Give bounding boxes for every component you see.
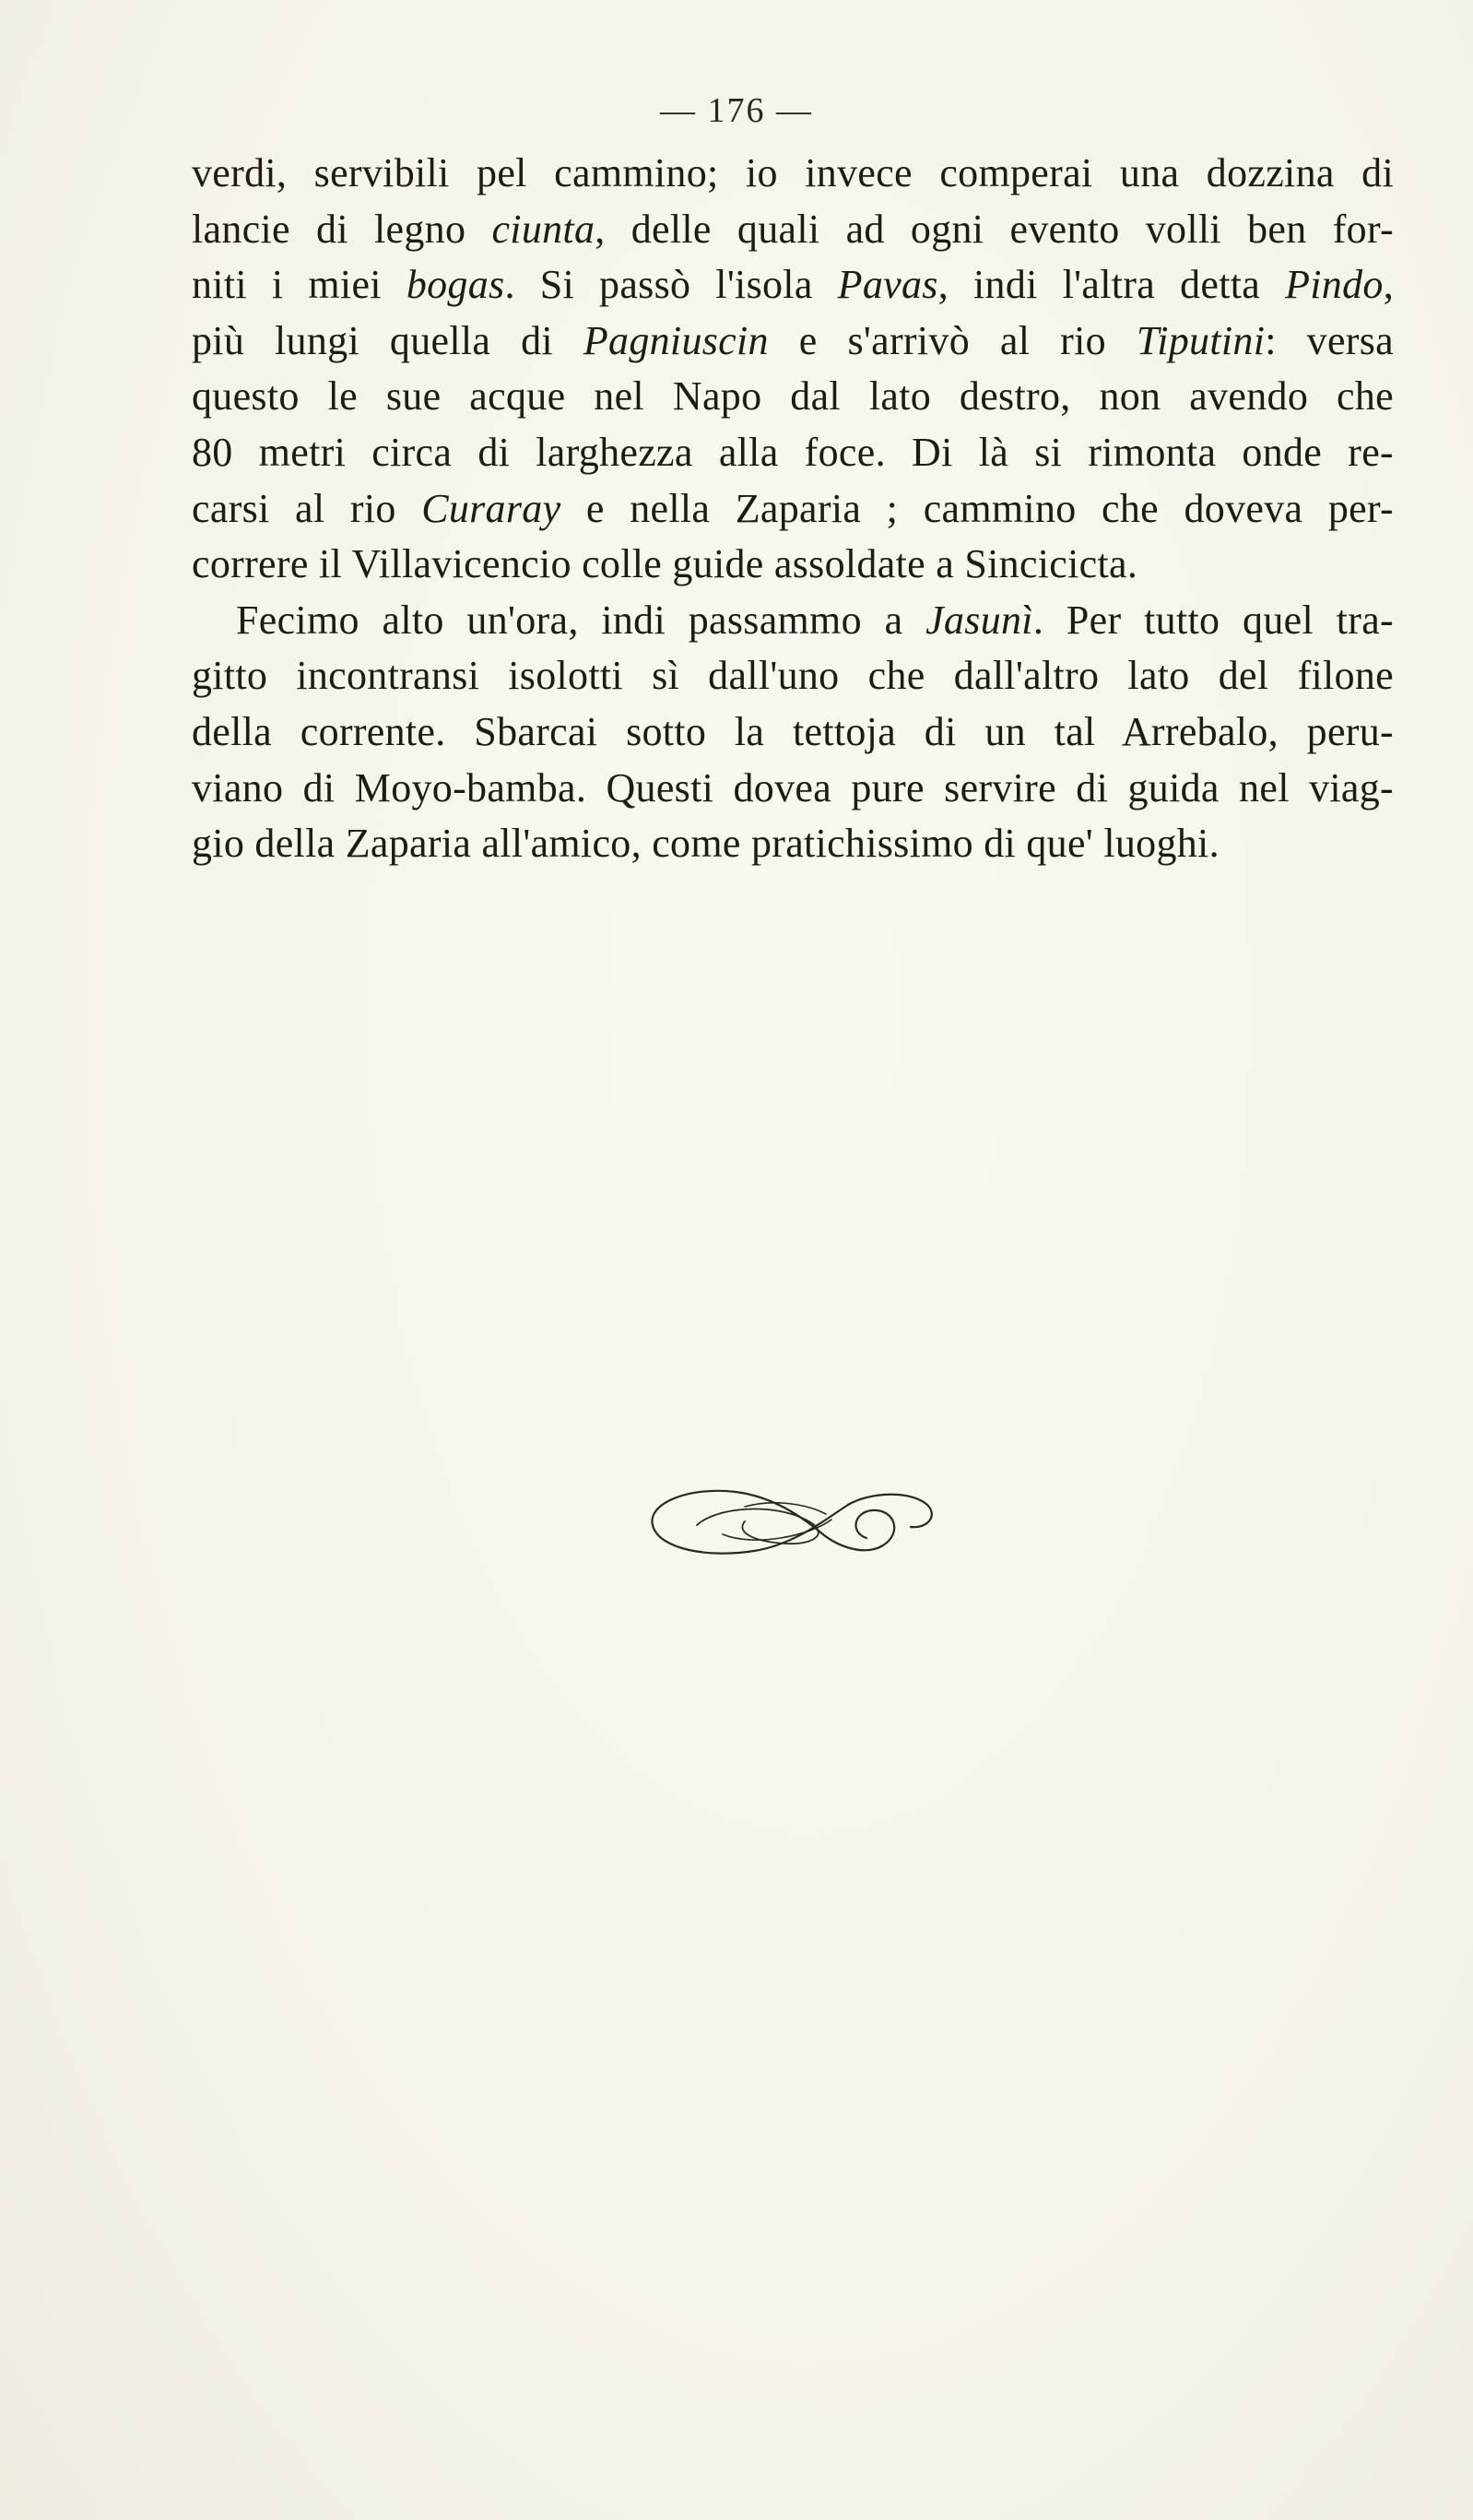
text-line xyxy=(192,481,1394,538)
text-segment: carsi al rio xyxy=(192,485,422,531)
text-segment: gio della Zaparia all'amico, come pratichissimo di que' luoghi. xyxy=(192,821,1220,867)
page-number: — 176 — xyxy=(660,91,813,130)
text-line xyxy=(192,202,1394,258)
text-line xyxy=(192,314,1394,370)
text-line xyxy=(192,257,1394,314)
text-segment: . Per tutto quel tra- xyxy=(1032,597,1394,643)
italic-term: Pindo xyxy=(1285,262,1384,308)
text-segment: lancie di legno xyxy=(192,206,492,252)
italic-term: Pagniuscin xyxy=(583,317,769,363)
text-segment: Fecimo alto un'ora, indi passammo a xyxy=(236,597,926,643)
text-segment: , xyxy=(1383,262,1394,308)
text-line xyxy=(192,816,1394,872)
text-segment: , delle quali ad ogni evento volli ben for- xyxy=(595,206,1394,252)
text-segment: . Si passò l'isola xyxy=(504,262,838,308)
italic-term: bogas xyxy=(406,262,505,308)
text-segment: : versa xyxy=(1265,317,1394,363)
italic-term: Jasunì xyxy=(925,597,1033,643)
text-line xyxy=(192,648,1394,704)
text-segment: correre il Villavicencio colle guide assoldate a Sincicicta. xyxy=(192,541,1138,587)
text-line xyxy=(192,146,1394,202)
body-text xyxy=(192,146,1394,872)
text-segment: 80 metri circa di larghezza alla foce. Di là si rimonta onde re- xyxy=(192,429,1394,475)
text-line xyxy=(192,425,1394,481)
italic-term: Pavas xyxy=(837,262,938,308)
text-segment: della corrente. Sbarcai sotto la tettoja di un tal Arrebalo, peru- xyxy=(192,708,1394,754)
italic-term: Curaray xyxy=(421,485,561,531)
text-segment: gitto incontransi isolotti sì dall'uno che dall'altro lato del filone xyxy=(192,653,1394,699)
text-line xyxy=(192,593,1394,649)
text-segment: questo le sue acque nel Napo dal lato destro, non avendo che xyxy=(192,373,1394,420)
text-segment: , indi l'altra detta xyxy=(937,262,1286,308)
text-segment: viano di Moyo-bamba. Questi dovea pure servire di guida nel viag- xyxy=(192,764,1394,810)
text-segment: e s'arrivò al rio xyxy=(768,317,1137,363)
text-line xyxy=(192,369,1394,425)
text-segment: più lungi quella di xyxy=(192,317,583,363)
italic-term: ciunta xyxy=(491,206,595,252)
text-line xyxy=(192,537,1394,593)
text-segment: niti i miei xyxy=(192,262,407,308)
calligraphic-flourish-icon xyxy=(634,1472,948,1573)
italic-term: Tiputini xyxy=(1136,317,1266,363)
text-line xyxy=(192,704,1394,761)
text-segment: verdi, servibili pel cammino; io invece comperai una dozzina di xyxy=(192,150,1394,195)
text-line xyxy=(192,761,1394,817)
text-segment: e nella Zaparia ; cammino che doveva per- xyxy=(560,485,1394,531)
